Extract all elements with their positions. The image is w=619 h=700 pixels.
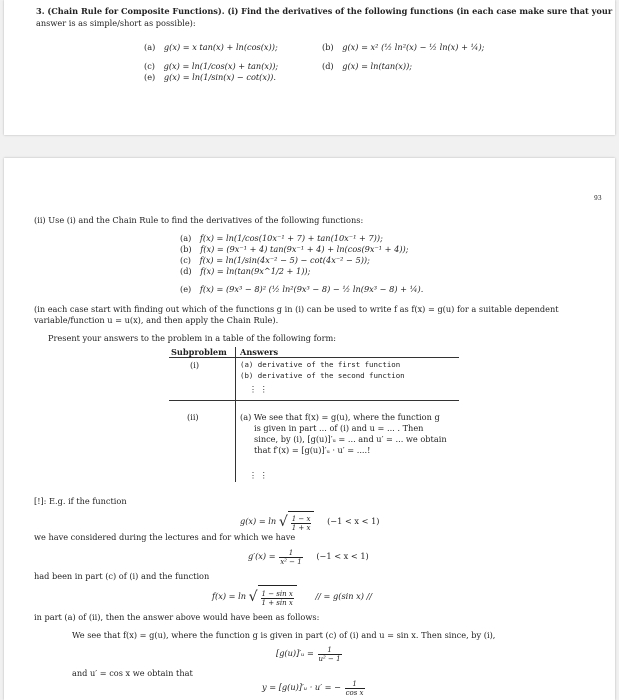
- item-label: (a): [180, 233, 192, 243]
- item-label: (a): [144, 42, 156, 52]
- item-e: [144, 72, 276, 82]
- table-column-rule: [235, 347, 236, 482]
- equation-g-prime: [248, 545, 369, 567]
- row1-dots: ⋮ ⋮: [249, 384, 268, 394]
- equation-f: [212, 584, 372, 608]
- frac-den: 1 + sin x: [261, 599, 293, 607]
- equation-y: [262, 676, 366, 698]
- ii-item-e: [180, 284, 423, 294]
- considered-text: we have considered during the lectures and for which we have: [34, 532, 296, 542]
- and-u-text: and u′ = cos x we obtain that: [72, 668, 193, 678]
- page-top: [4, 0, 615, 135]
- equation-domain: (−1 < x < 1): [327, 516, 380, 526]
- equation-lhs: g(x) = ln: [240, 516, 277, 526]
- table-col-answers: Answers: [240, 347, 279, 357]
- equation-gu: [276, 642, 343, 664]
- page-main: [4, 158, 615, 700]
- frac-den: cos x: [345, 688, 364, 697]
- sqrt-icon: √: [278, 514, 288, 530]
- frac-den: x² − 1: [280, 557, 302, 566]
- item-expr: f(x) = ln(1/cos(10x⁻¹ + 7) + tan(10x⁻¹ + 7));: [199, 233, 383, 243]
- equation-lhs: g′(x) =: [248, 551, 276, 561]
- row1-answer-a: (a) derivative of the first function: [240, 360, 401, 369]
- item-label: (c): [180, 255, 191, 265]
- page-number: 93: [594, 195, 602, 202]
- item-label: (c): [144, 61, 155, 71]
- problem-header: [36, 6, 612, 16]
- item-label: (b): [180, 244, 192, 254]
- item-expr: g(x) = ln(1/sin(x) − cot(x)).: [163, 72, 276, 82]
- frac-num: 1: [279, 549, 303, 558]
- had-been-text: had been in part (c) of (i) and the function: [34, 571, 210, 581]
- item-b: [322, 42, 484, 52]
- item-label: (b): [322, 42, 334, 52]
- equation-domain: (−1 < x < 1): [316, 551, 369, 561]
- item-expr: f(x) = ln(1/sin(4x⁻² − 5) − cot(4x⁻² − 5));: [199, 255, 370, 265]
- table-header-rule: [169, 357, 459, 358]
- equation-lhs: y = [g(u)]′ᵤ · u′ = −: [262, 682, 341, 692]
- item-label: (e): [180, 284, 192, 294]
- ii-item-d: [180, 266, 310, 276]
- frac-num: 1: [345, 680, 365, 689]
- row1-label: (i): [190, 360, 200, 370]
- row2-text-3: since, by (i), [g(u)]′ᵤ = ... and u′ = ... we obtain: [254, 434, 447, 444]
- ii-item-c: [180, 255, 370, 265]
- row2-label: (ii): [187, 412, 199, 422]
- ii-item-b: [180, 244, 409, 254]
- row1-answer-b: (b) derivative of the second function: [240, 371, 405, 380]
- frac-den: u² − 1: [318, 654, 341, 663]
- item-expr: g(x) = x tan(x) + ln(cos(x));: [163, 42, 278, 52]
- ii-item-a: [180, 233, 383, 243]
- item-expr: g(x) = ln(1/cos(x) + tan(x));: [163, 61, 279, 71]
- in-part-text: in part (a) of (ii), then the answer above would have been as follows:: [34, 612, 320, 622]
- row2-dots: ⋮ ⋮: [249, 470, 268, 480]
- equation-lhs: [g(u)]′ᵤ =: [276, 648, 314, 658]
- frac-num: 1 − sin x: [261, 590, 293, 598]
- table-col-subproblem: Subproblem: [171, 347, 227, 357]
- frac-den: 1 + x: [291, 524, 311, 532]
- row2-text-4: that f′(x) = [g(u)]′ᵤ · u′ = ....!: [254, 445, 371, 455]
- note-line1: (in each case start with finding out which of the functions g in (i) can be used to write f as f(x) = g(u) for a suitable dependent: [34, 304, 559, 314]
- table-row-rule: [169, 400, 459, 401]
- note-line2: variable/function u = u(x), and then apply the Chain Rule).: [34, 315, 279, 325]
- item-label: (d): [180, 266, 192, 276]
- frac-num: 1: [318, 646, 342, 655]
- we-see-text: We see that f(x) = g(u), where the function g is given in part (c) of (i) and u = sin x. Then since, by (i),: [72, 630, 496, 640]
- item-label: (e): [144, 72, 156, 82]
- item-d: [322, 61, 412, 71]
- row2-text-2: is given in part ... of (i) and u = ... . Then: [254, 423, 424, 433]
- item-a: [144, 42, 278, 52]
- present-text: Present your answers to the problem in a table of the following form:: [48, 333, 337, 343]
- header-text: 3. (Chain Rule for Composite Functions). (i) Find the derivatives of the following functions (in each case make sure that your: [36, 6, 613, 16]
- equation-g: [240, 510, 380, 532]
- item-c: [144, 61, 278, 71]
- equation-lhs: f(x) = ln: [212, 591, 246, 601]
- problem-header-cont: answer is as simple/short as possible):: [36, 18, 196, 28]
- sqrt-icon: √: [248, 589, 258, 605]
- intro-text: (ii) Use (i) and the Chain Rule to find the derivatives of the following functions:: [34, 215, 364, 225]
- row2-text-1: (a) We see that f(x) = g(u), where the function g: [240, 412, 440, 422]
- item-expr: f(x) = (9x⁻¹ + 4) tan(9x⁻¹ + 4) + ln(cos(9x⁻¹ + 4));: [200, 244, 409, 254]
- item-expr: g(x) = x² (½ ln²(x) − ½ ln(x) + ¼);: [342, 42, 485, 52]
- equation-comment: // = g(sin x) //: [315, 591, 373, 601]
- item-expr: g(x) = ln(tan(x));: [342, 61, 413, 71]
- item-label: (d): [322, 61, 334, 71]
- footnote-intro: [!]: E.g. if the function: [34, 496, 127, 506]
- frac-num: 1 − x: [291, 515, 311, 523]
- item-expr: f(x) = (9x³ − 8)² (½ ln²(9x³ − 8) − ½ ln(9x³ − 8) + ¼).: [199, 284, 424, 294]
- item-expr: f(x) = ln(tan(9x^1/2 + 1));: [200, 266, 311, 276]
